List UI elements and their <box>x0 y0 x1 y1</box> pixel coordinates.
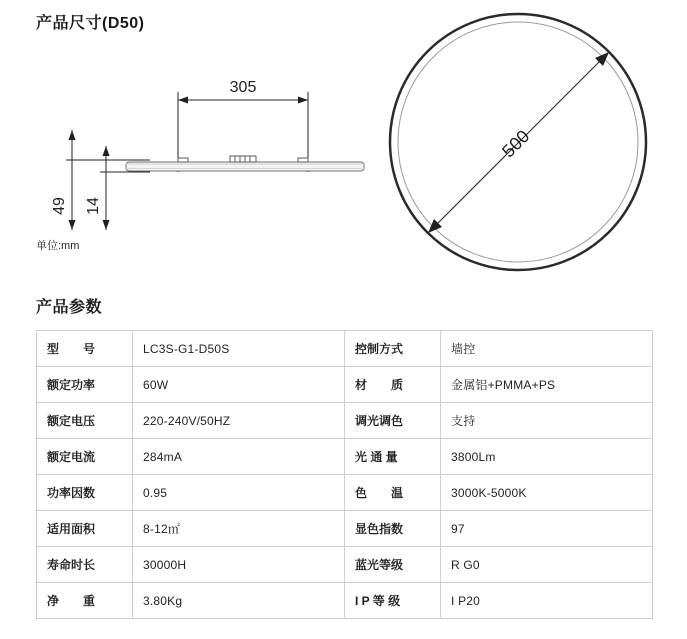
table-row <box>37 583 653 619</box>
top-view-drawing <box>368 8 668 276</box>
param-label: 控制方式 <box>345 331 441 367</box>
param-value: 8-12㎡ <box>133 511 345 547</box>
param-value: 30000H <box>133 547 345 583</box>
param-label: 显色指数 <box>345 511 441 547</box>
section-title-parameters: 产品参数 <box>36 299 103 316</box>
param-value: 3800Lm <box>441 439 653 475</box>
param-label: 光 通 量 <box>345 439 441 475</box>
param-value: 支持 <box>441 403 653 439</box>
param-label: 型 号 <box>37 331 133 367</box>
parameters-table-wrap <box>36 330 651 619</box>
section-title-dimensions: 产品尺寸(D50) <box>36 15 145 32</box>
parameters-table <box>36 330 653 619</box>
side-view-drawing <box>30 60 370 260</box>
table-row <box>37 367 653 403</box>
param-label: 寿命时长 <box>37 547 133 583</box>
table-row <box>37 547 653 583</box>
table-row <box>37 403 653 439</box>
param-label: 功率因数 <box>37 475 133 511</box>
parameters-table-body <box>37 331 653 619</box>
param-label: 额定电压 <box>37 403 133 439</box>
param-value: 3.80Kg <box>133 583 345 619</box>
dimension-width-label: 305 <box>229 79 257 96</box>
param-value: I P20 <box>441 583 653 619</box>
dimension-height-outer-label: 49 <box>51 197 68 215</box>
param-label: 蓝光等级 <box>345 547 441 583</box>
param-label: 净 重 <box>37 583 133 619</box>
param-label: I P 等 级 <box>345 583 441 619</box>
param-value: LC3S-G1-D50S <box>133 331 345 367</box>
table-row <box>37 439 653 475</box>
param-label: 材 质 <box>345 367 441 403</box>
param-value: 墙控 <box>441 331 653 367</box>
param-value: 284mA <box>133 439 345 475</box>
unit-note: 单位:mm <box>36 240 80 252</box>
table-row <box>37 511 653 547</box>
param-value: 97 <box>441 511 653 547</box>
dimension-height-inner-label: 14 <box>85 197 102 215</box>
param-label: 额定功率 <box>37 367 133 403</box>
param-label: 调光调色 <box>345 403 441 439</box>
param-label: 额定电流 <box>37 439 133 475</box>
table-row <box>37 331 653 367</box>
param-value: R G0 <box>441 547 653 583</box>
param-label: 适用面积 <box>37 511 133 547</box>
param-label: 色 温 <box>345 475 441 511</box>
param-value: 220-240V/50HZ <box>133 403 345 439</box>
table-row <box>37 475 653 511</box>
dimension-drawing <box>30 60 370 260</box>
param-value: 金属铝+PMMA+PS <box>441 367 653 403</box>
param-value: 3000K-5000K <box>441 475 653 511</box>
param-value: 60W <box>133 367 345 403</box>
param-value: 0.95 <box>133 475 345 511</box>
dimension-diameter-label: 500 <box>498 126 534 162</box>
